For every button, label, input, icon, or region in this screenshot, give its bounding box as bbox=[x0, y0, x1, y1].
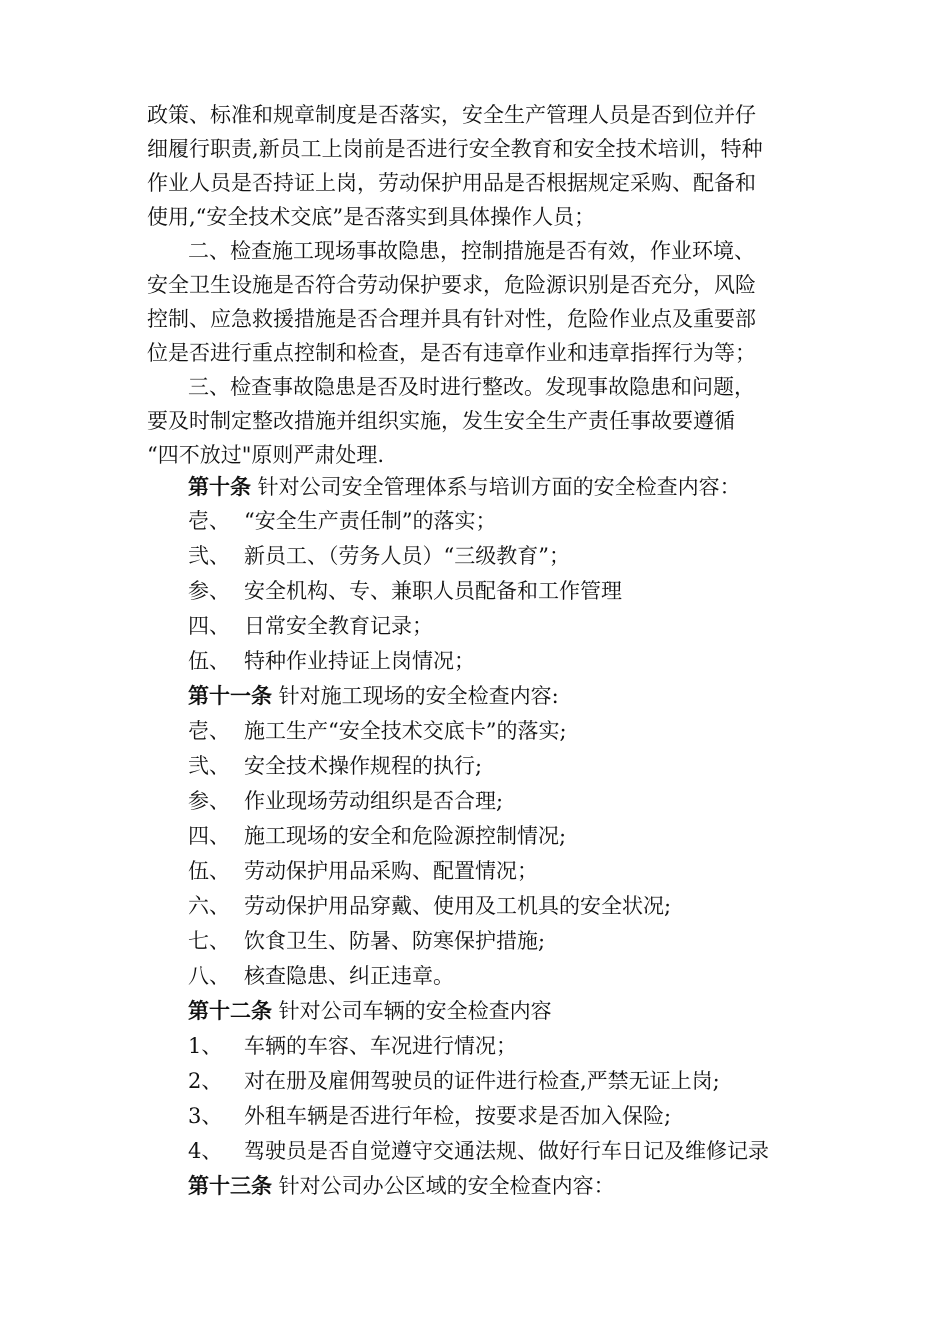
article-11-heading bbox=[188, 679, 559, 713]
item-text: 饮食卫生、防暑、防寒保护措施; bbox=[244, 929, 546, 953]
item-number: 1、 bbox=[188, 1034, 223, 1058]
article-10-item-4 bbox=[188, 609, 433, 643]
item-text: 日常安全教育记录； bbox=[244, 614, 433, 638]
article-11-label: 第十一条 bbox=[188, 684, 272, 708]
para3-line-2: 要及时制定整改措施并组织实施，发生安全生产责任事故要遵循 bbox=[147, 409, 735, 433]
item-text: 施工生产“安全技术交底卡”的落实; bbox=[244, 719, 567, 743]
item-text: 驾驶员是否自觉遵守交通法规、做好行车日记及维修记录 bbox=[244, 1139, 769, 1163]
intro-line-4: 使用,“安全技术交底”是否落实到具体操作人员； bbox=[147, 205, 596, 229]
item-text: 作业现场劳动组织是否合理; bbox=[244, 789, 504, 813]
item-text: 外租车辆是否进行年检，按要求是否加入保险; bbox=[244, 1104, 672, 1128]
item-number: 八、 bbox=[188, 964, 230, 988]
article-11-item-5 bbox=[188, 854, 538, 888]
item-text: 劳动保护用品穿戴、使用及工机具的安全状况; bbox=[244, 894, 672, 918]
article-13-text: 针对公司办公区域的安全检查内容： bbox=[272, 1174, 615, 1198]
article-11-item-6 bbox=[188, 889, 671, 923]
item-text: 安全技术操作规程的执行; bbox=[244, 754, 483, 778]
article-12-item-4 bbox=[188, 1134, 769, 1168]
article-12-item-1 bbox=[188, 1029, 517, 1063]
item-text: “安全生产责任制”的落实； bbox=[244, 509, 497, 533]
article-13-heading bbox=[188, 1169, 615, 1203]
item-number: 弐、 bbox=[188, 754, 230, 778]
article-12-item-2 bbox=[188, 1064, 720, 1098]
para2-line-4: 位是否进行重点控制和检查，是否有违章作业和违章指挥行为等； bbox=[147, 341, 756, 365]
item-number: 伍、 bbox=[188, 859, 230, 883]
item-number: 七、 bbox=[188, 929, 230, 953]
article-12-heading bbox=[188, 994, 552, 1028]
item-number: 弐、 bbox=[188, 544, 230, 568]
article-12-item-3 bbox=[188, 1099, 671, 1133]
item-number: 壱、 bbox=[188, 509, 230, 533]
para3-line-1: 三、检查事故隐患是否及时进行整改。发现事故隐患和问题， bbox=[188, 375, 755, 399]
item-number: 2、 bbox=[188, 1069, 223, 1093]
item-text: 车辆的车容、车况进行情况； bbox=[244, 1034, 517, 1058]
para3-line-3: “四不放过"原则严肃处理. bbox=[147, 443, 385, 467]
item-number: 伍、 bbox=[188, 649, 230, 673]
article-10-item-1 bbox=[188, 504, 496, 538]
intro-line-3: 作业人员是否持证上岗，劳动保护用品是否根据规定采购、配备和 bbox=[147, 171, 756, 195]
article-13-label: 第十三条 bbox=[188, 1174, 272, 1198]
article-10-label: 第十条 bbox=[188, 475, 251, 499]
item-number: 四、 bbox=[188, 614, 230, 638]
article-10-text: 针对公司安全管理体系与培训方面的安全检查内容： bbox=[251, 475, 741, 499]
article-11-item-4 bbox=[188, 819, 566, 853]
item-text: 核查隐患、纠正违章。 bbox=[244, 964, 454, 988]
item-number: 3、 bbox=[188, 1104, 223, 1128]
item-text: 劳动保护用品采购、配置情况； bbox=[244, 859, 538, 883]
item-number: 参、 bbox=[188, 579, 230, 603]
article-11-item-2 bbox=[188, 749, 482, 783]
article-10-item-5 bbox=[188, 644, 475, 678]
article-10-item-2 bbox=[188, 539, 570, 573]
article-10-item-3 bbox=[188, 574, 622, 608]
intro-line-1: 政策、标准和规章制度是否落实，安全生产管理人员是否到位并仔 bbox=[147, 103, 756, 127]
para2-line-3: 控制、应急救援措施是否合理并具有针对性，危险作业点及重要部 bbox=[147, 307, 756, 331]
item-number: 四、 bbox=[188, 824, 230, 848]
article-12-label: 第十二条 bbox=[188, 999, 272, 1023]
para2-line-1: 二、检查施工现场事故隐患，控制措施是否有效，作业环境、 bbox=[188, 239, 755, 263]
item-number: 4、 bbox=[188, 1139, 223, 1163]
item-number: 参、 bbox=[188, 789, 230, 813]
item-text: 新员工、（劳务人员）“三级教育”； bbox=[244, 544, 570, 568]
intro-line-2: 细履行职责,新员工上岗前是否进行安全教育和安全技术培训，特种 bbox=[147, 137, 763, 161]
item-text: 特种作业持证上岗情况； bbox=[244, 649, 475, 673]
article-11-item-8 bbox=[188, 959, 454, 993]
article-12-text: 针对公司车辆的安全检查内容 bbox=[272, 999, 552, 1023]
item-number: 壱、 bbox=[188, 719, 230, 743]
article-11-item-7 bbox=[188, 924, 545, 958]
article-11-item-3 bbox=[188, 784, 503, 818]
item-number: 六、 bbox=[188, 894, 230, 918]
item-text: 施工现场的安全和危险源控制情况; bbox=[244, 824, 567, 848]
article-11-item-1 bbox=[188, 714, 567, 748]
item-text: 安全机构、专、兼职人员配备和工作管理 bbox=[244, 579, 622, 603]
para2-line-2: 安全卫生设施是否符合劳动保护要求，危险源识别是否充分，风险 bbox=[147, 273, 756, 297]
article-10-heading bbox=[188, 470, 741, 504]
item-text: 对在册及雇佣驾驶员的证件进行检查,严禁无证上岗; bbox=[244, 1069, 720, 1093]
article-11-text: 针对施工现场的安全检查内容: bbox=[272, 684, 559, 708]
